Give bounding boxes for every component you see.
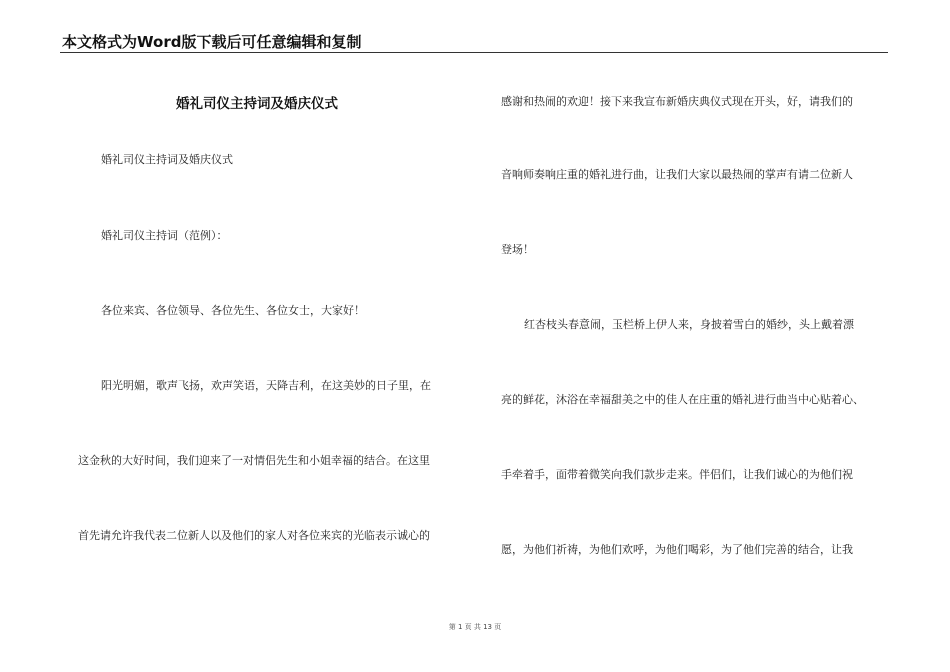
paragraph-line: 手牵着手，面带着微笑向我们款步走来。伴侣们，让我们诚心的为他们祝 <box>501 468 853 481</box>
paragraph-line: 红杏枝头春意闹，玉栏桥上伊人来，身披着雪白的婚纱，头上戴着漂 <box>524 318 854 331</box>
paragraph-line: 首先请允许我代表二位新人以及他们的家人对各位来宾的光临表示诚心的 <box>78 529 430 542</box>
paragraph-line: 婚礼司仪主持词（范例）： <box>101 229 228 242</box>
paragraph-line: 亮的鲜花，沐浴在幸福甜美之中的佳人在庄重的婚礼进行曲当中心贴着心、 <box>501 393 864 406</box>
paragraph-line: 各位来宾、各位领导、各位先生、各位女士，大家好！ <box>101 304 365 317</box>
document-title: 婚礼司仪主持词及婚庆仪式 <box>176 96 338 112</box>
paragraph-line: 阳光明媚，歌声飞扬，欢声笑语，天降吉利，在这美妙的日子里，在 <box>101 379 431 392</box>
paragraph-line: 这金秋的大好时间，我们迎来了一对情侣先生和小姐幸福的结合。在这里 <box>78 454 430 467</box>
header-divider <box>60 52 888 53</box>
paragraph-line: 感谢和热闹的欢迎！接下来我宣布新婚庆典仪式现在开头，好，请我们的 <box>501 95 853 108</box>
header-banner: 本文格式为Word版下载后可任意编辑和复制 <box>62 33 362 51</box>
paragraph-line: 婚礼司仪主持词及婚庆仪式 <box>101 153 233 166</box>
paragraph-line: 音响师奏响庄重的婚礼进行曲，让我们大家以最热闹的掌声有请二位新人 <box>501 168 853 181</box>
paragraph-line: 愿，为他们祈祷，为他们欢呼，为他们喝彩，为了他们完善的结合，让我 <box>501 543 853 556</box>
paragraph-line: 登场！ <box>501 243 534 256</box>
page-footer: 第 1 页 共 13 页 <box>448 623 502 631</box>
